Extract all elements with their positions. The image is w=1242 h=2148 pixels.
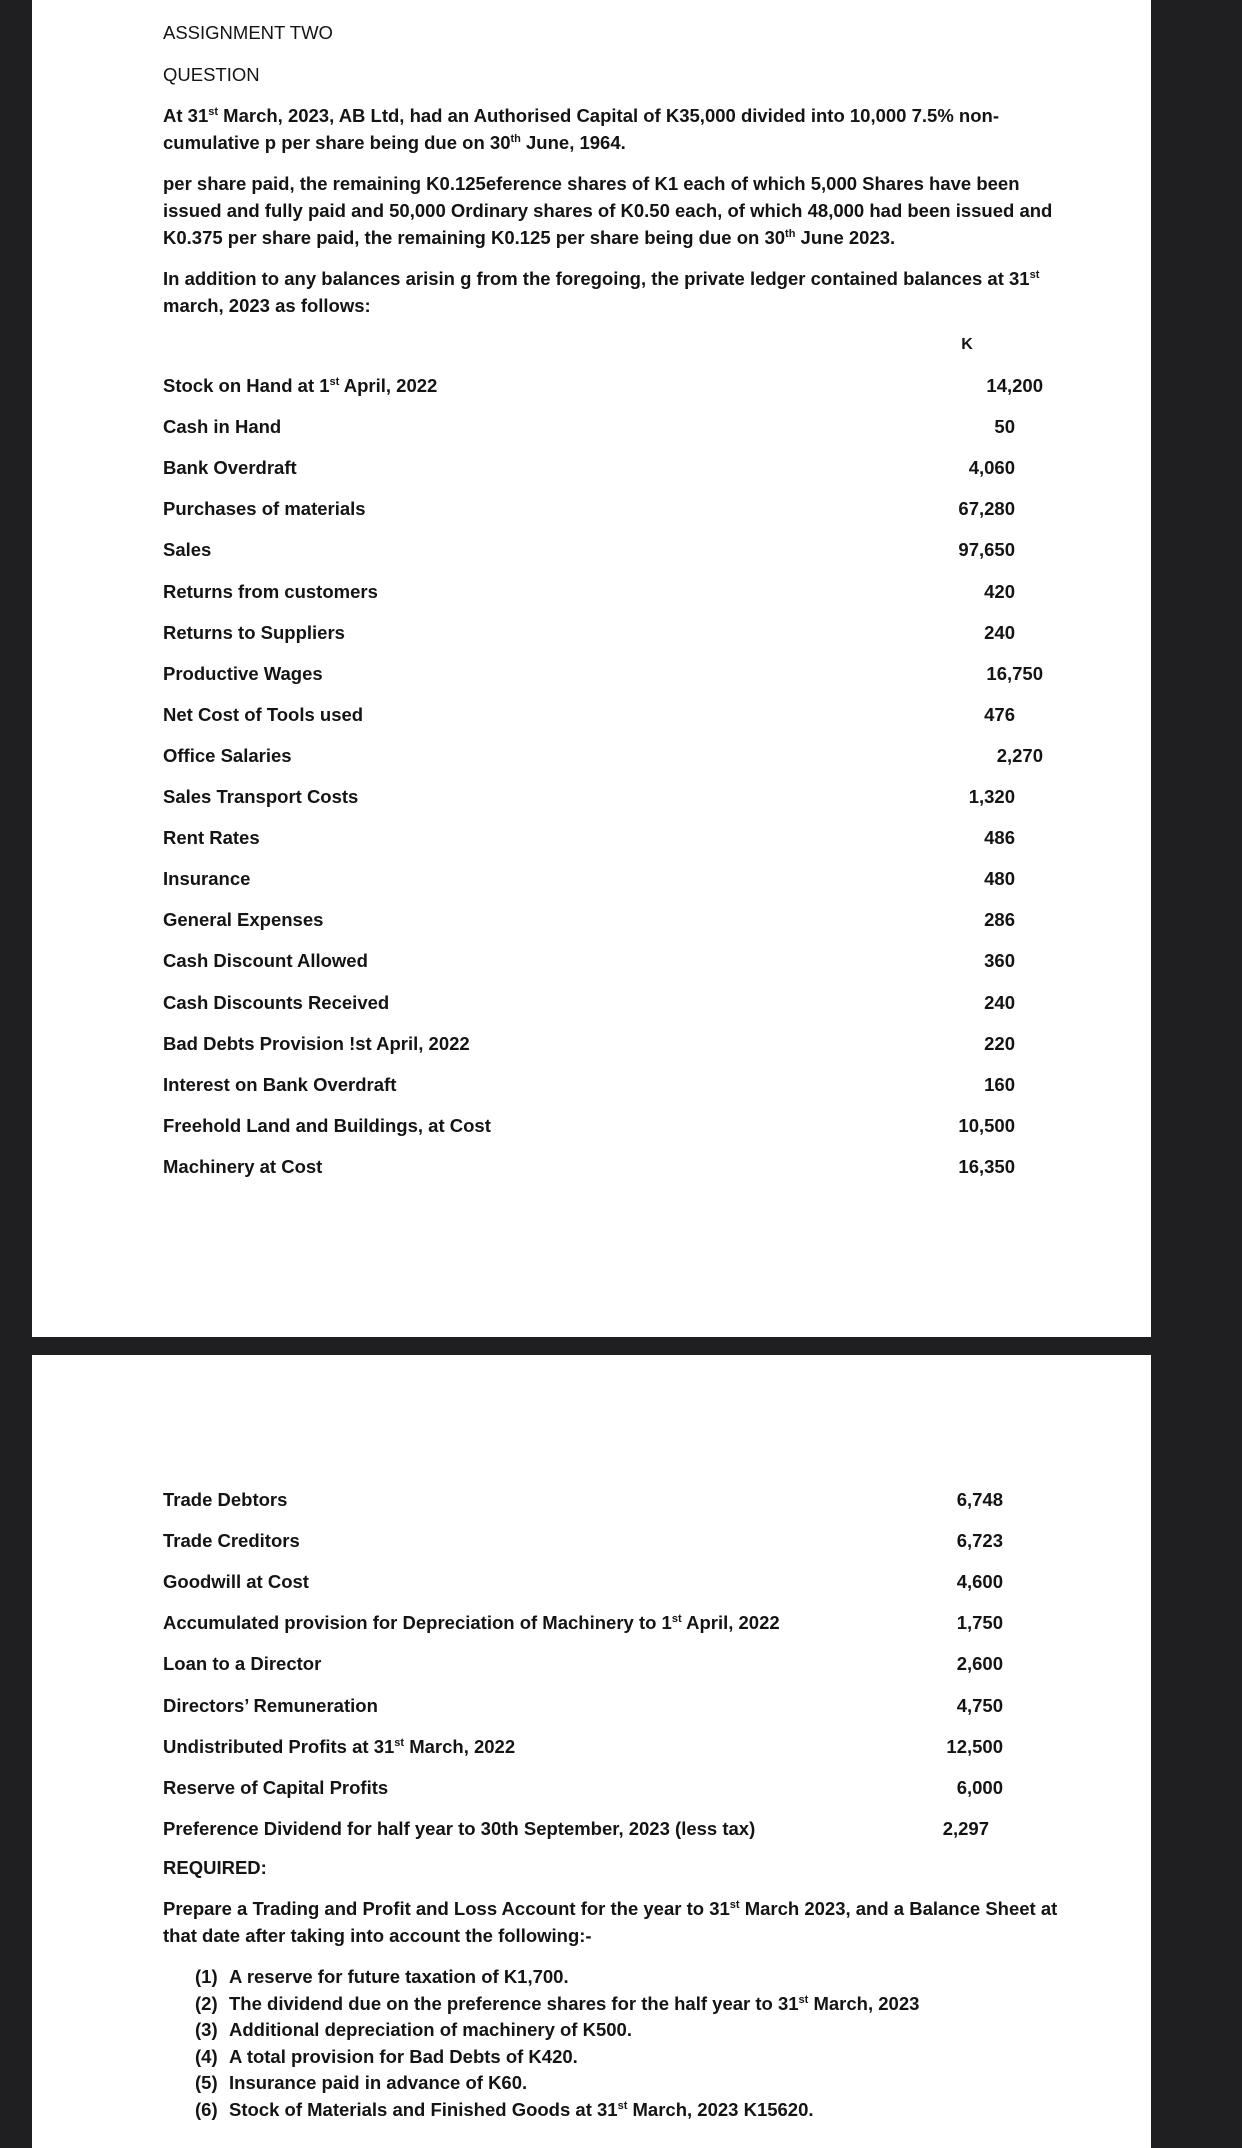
ledger-label: Trade Debtors — [163, 1489, 288, 1510]
ledger-label: Sales — [163, 539, 212, 561]
ledger-row — [163, 660, 1043, 687]
ledger-row — [163, 1030, 1043, 1057]
ledger-label: Undistributed Profits at 31st March, 2022 — [163, 1735, 516, 1757]
ledger-amount: 240 — [984, 991, 1015, 1013]
ledger-row — [163, 1568, 1043, 1595]
ledger-label: Goodwill at Cost — [163, 1571, 309, 1593]
ledger-row — [163, 413, 1043, 440]
ledger-row — [163, 1153, 1043, 1180]
ledger-row — [163, 989, 1043, 1016]
ledger-label: Insurance — [163, 868, 251, 890]
ledger-amount: 6,723 — [956, 1530, 1003, 1552]
ledger-row — [163, 1774, 1043, 1801]
ledger-label: Accumulated provision for Depreciation of Machinery to 1st April, 2022 — [163, 1612, 780, 1634]
adjustment-item: (6) Stock of Materials and Finished Goods at 31st March, 2023 K15620. — [195, 2098, 814, 2120]
ledger-label: Stock on Hand at 1st April, 2022 — [163, 375, 438, 396]
ledger-label: Returns to Suppliers — [163, 621, 345, 643]
ledger-label: General Expenses — [163, 909, 324, 931]
ledger-label: Cash Discounts Received — [163, 991, 390, 1013]
ledger-amount: 1,750 — [956, 1612, 1003, 1634]
ledger-label: Cash in Hand — [163, 416, 282, 438]
ledger-label: Purchases of materials — [163, 498, 366, 520]
adjustment-item: (2) The dividend due on the preference shares for the half year to 31st March, 2023 — [195, 1992, 920, 2014]
ledger-amount: 4,750 — [956, 1694, 1003, 1716]
ledger-amount: 1,320 — [968, 786, 1015, 807]
ledger-label: Reserve of Capital Profits — [163, 1776, 389, 1798]
currency-header: K — [961, 336, 973, 353]
adjustment-item: (3) Additional depreciation of machinery of K500. — [195, 2019, 632, 2040]
ledger-amount: 480 — [984, 868, 1015, 890]
question-paragraph-2: per share paid, the remaining K0.125eference shares of K1 each of which 5,000 Shares have been issued and fully paid and 50,000 Ordinary shares of K0.50 each, of which 48,000 had been issued and K0.375 per share paid, the remaining K0.125 per share being due on 30th June 2023. — [163, 173, 1053, 248]
ledger-row — [163, 906, 1043, 933]
ledger-amount: 6,748 — [956, 1489, 1003, 1510]
ledger-row — [163, 701, 1043, 728]
ledger-row — [163, 619, 1043, 646]
adjustment-item: (1) A reserve for future taxation of K1,700. — [195, 1966, 569, 1987]
ledger-amount: 97,650 — [958, 539, 1015, 561]
ledger-row — [163, 783, 1043, 810]
ledger-row — [163, 372, 1043, 399]
adjustments-list — [195, 1964, 1015, 2123]
document-page-1 — [32, 0, 1151, 1337]
ledger-row — [163, 1733, 1043, 1760]
ledger-row — [163, 824, 1043, 851]
ledger-amount: 16,350 — [958, 1155, 1015, 1177]
adjustment-item: (5) Insurance paid in advance of K60. — [195, 2072, 528, 2093]
ledger-amount: 240 — [984, 621, 1015, 643]
adjustment-item: (4) A total provision for Bad Debts of K420. — [195, 2045, 578, 2067]
ledger-row — [163, 1071, 1043, 1098]
ledger-amount: 14,200 — [986, 375, 1043, 396]
ledger-row — [163, 865, 1043, 892]
ledger-amount: 486 — [984, 827, 1015, 849]
ledger-row — [163, 454, 1043, 481]
ledger-label: Loan to a Director — [163, 1653, 322, 1675]
assignment-title: ASSIGNMENT TWO — [163, 22, 333, 43]
ledger-amount: 2,297 — [942, 1817, 989, 1839]
ledger-amount: 12,500 — [946, 1735, 1003, 1757]
ledger-amount: 4,600 — [956, 1571, 1003, 1593]
ledger-label: Sales Transport Costs — [163, 786, 359, 807]
ledger-amount: 420 — [984, 580, 1015, 602]
ledger-label: Trade Creditors — [163, 1530, 300, 1552]
ledger-amount: 16,750 — [986, 662, 1043, 684]
ledger-row — [163, 1527, 1043, 1554]
ledger-amount: 220 — [984, 1032, 1015, 1054]
required-instructions: Prepare a Trading and Profit and Loss Account for the year to 31st March 2023, and a Balance Sheet at that date after taking into account the following:- — [163, 1898, 1058, 1946]
document-page-2 — [32, 1355, 1151, 2148]
ledger-row — [163, 742, 1043, 769]
ledger-amount: 50 — [994, 416, 1015, 438]
ledger-row — [163, 947, 1043, 974]
ledger-label: Office Salaries — [163, 744, 292, 766]
ledger-label: Machinery at Cost — [163, 1155, 323, 1177]
ledger-label: Interest on Bank Overdraft — [163, 1073, 397, 1095]
ledger-label: Preference Dividend for half year to 30th September, 2023 (less tax) — [163, 1817, 756, 1839]
ledger-label: Cash Discount Allowed — [163, 950, 368, 972]
ledger-row — [163, 1486, 1043, 1513]
ledger-amount: 476 — [984, 703, 1015, 725]
question-paragraph-3: In addition to any balances arisin g from the foregoing, the private ledger contained balances at 31st march, 2023 as follows: — [163, 268, 1040, 316]
ledger-label: Productive Wages — [163, 662, 323, 684]
ledger-label: Bank Overdraft — [163, 457, 297, 479]
ledger-row — [163, 1650, 1043, 1677]
ledger-amount: 10,500 — [958, 1114, 1015, 1136]
ledger-label: Returns from customers — [163, 580, 378, 602]
question-paragraph-1: At 31st March, 2023, AB Ltd, had an Authorised Capital of K35,000 divided into 10,000 7.5% non- cumulative p per share being due on 30th June, 1964. — [163, 105, 999, 153]
ledger-amount: 2,600 — [956, 1653, 1003, 1675]
ledger-label: Bad Debts Provision !st April, 2022 — [163, 1032, 470, 1054]
required-label: REQUIRED: — [163, 1857, 267, 1878]
ledger-row — [163, 1112, 1043, 1139]
ledger-row — [163, 495, 1043, 522]
question-label: QUESTION — [163, 64, 260, 85]
ledger-amount: 160 — [984, 1073, 1015, 1095]
ledger-label: Net Cost of Tools used — [163, 703, 364, 725]
ledger-label: Directors’ Remuneration — [163, 1694, 378, 1716]
ledger-amount: 286 — [984, 909, 1015, 931]
ledger-amount: 6,000 — [956, 1776, 1003, 1798]
ledger-amount: 2,270 — [996, 744, 1043, 766]
ledger-amount: 4,060 — [968, 457, 1015, 479]
ledger-label: Rent Rates — [163, 827, 260, 849]
ledger-row — [163, 1815, 1043, 1842]
ledger-amount: 360 — [984, 950, 1015, 972]
ledger-row — [163, 536, 1043, 563]
ledger-row — [163, 1692, 1043, 1719]
ledger-amount: 67,280 — [958, 498, 1015, 520]
ledger-row — [163, 578, 1043, 605]
ledger-row — [163, 1609, 1043, 1636]
ledger-label: Freehold Land and Buildings, at Cost — [163, 1114, 491, 1136]
